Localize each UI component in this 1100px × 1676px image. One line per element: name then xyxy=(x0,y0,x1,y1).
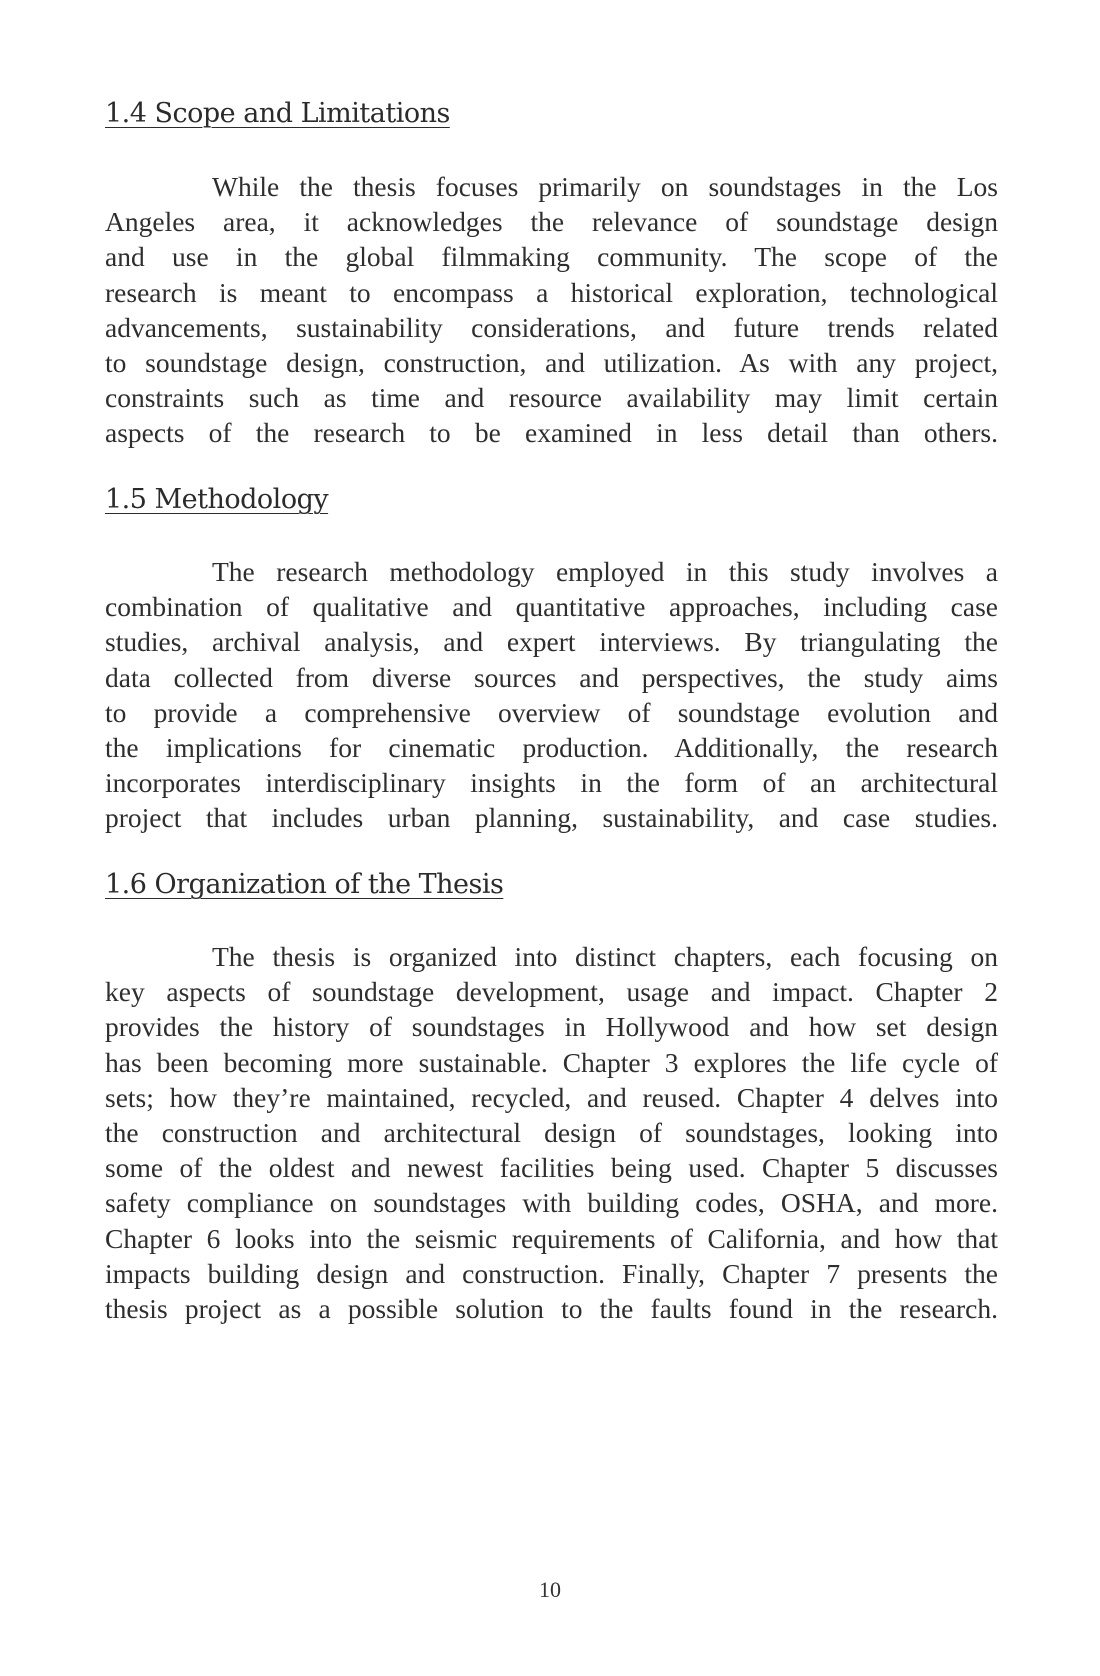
page-number: 10 xyxy=(539,1577,561,1602)
section-heading-methodology: 1.5 Methodology xyxy=(105,484,329,515)
section-heading-organization: 1.6 Organization of the Thesis xyxy=(105,869,504,900)
text-line: Angeles area, it acknowledges the relevance of soundstage design xyxy=(105,206,998,238)
text-line: the construction and architectural design of soundstages, looking into xyxy=(105,1116,998,1148)
text-line: data collected from diverse sources and perspectives, the study aims xyxy=(105,661,998,693)
text-line: aspects of the research to be examined in less detail than others. xyxy=(105,417,998,449)
paragraph-organization xyxy=(105,939,998,1326)
text-line: Chapter 6 looks into the seismic requirements of California, and how that xyxy=(105,1222,998,1254)
section-heading-scope-limitations: 1.4 Scope and Limitations xyxy=(105,98,450,129)
text-line: has been becoming more sustainable. Chapter 3 explores the life cycle of xyxy=(105,1046,998,1078)
text-line: While the thesis focuses primarily on soundstages in the Los xyxy=(212,171,998,202)
text-line: The thesis is organized into distinct chapters, each focusing on xyxy=(212,941,998,972)
text-line: studies, archival analysis, and expert interviews. By triangulating the xyxy=(105,626,998,658)
text-line: the implications for cinematic production. Additionally, the research xyxy=(105,731,998,763)
text-line: incorporates interdisciplinary insights in the form of an architectural xyxy=(105,767,998,799)
text-line: safety compliance on soundstages with building codes, OSHA, and more. xyxy=(105,1187,998,1219)
text-line: project that includes urban planning, sustainability, and case studies. xyxy=(105,802,998,834)
paragraph-scope-limitations xyxy=(105,169,998,451)
text-line: impacts building design and construction. Finally, Chapter 7 presents the xyxy=(105,1257,998,1289)
text-line: to soundstage design, construction, and utilization. As with any project, xyxy=(105,346,998,378)
text-line: thesis project as a possible solution to the faults found in the research. xyxy=(105,1292,998,1324)
text-line: key aspects of soundstage development, usage and impact. Chapter 2 xyxy=(105,976,998,1008)
text-line: to provide a comprehensive overview of soundstage evolution and xyxy=(105,696,998,728)
text-line: The research methodology employed in this study involves a xyxy=(212,556,998,587)
paragraph-methodology xyxy=(105,554,998,836)
text-line: provides the history of soundstages in Hollywood and how set design xyxy=(105,1011,998,1043)
text-line: combination of qualitative and quantitative approaches, including case xyxy=(105,591,998,623)
text-line: advancements, sustainability considerations, and future trends related xyxy=(105,311,998,343)
text-line: research is meant to encompass a historical exploration, technological xyxy=(105,276,998,308)
text-line: and use in the global filmmaking community. The scope of the xyxy=(105,241,998,273)
text-line: some of the oldest and newest facilities being used. Chapter 5 discusses xyxy=(105,1152,998,1184)
text-line: sets; how they’re maintained, recycled, and reused. Chapter 4 delves into xyxy=(105,1081,998,1113)
text-line: constraints such as time and resource availability may limit certain xyxy=(105,382,998,414)
